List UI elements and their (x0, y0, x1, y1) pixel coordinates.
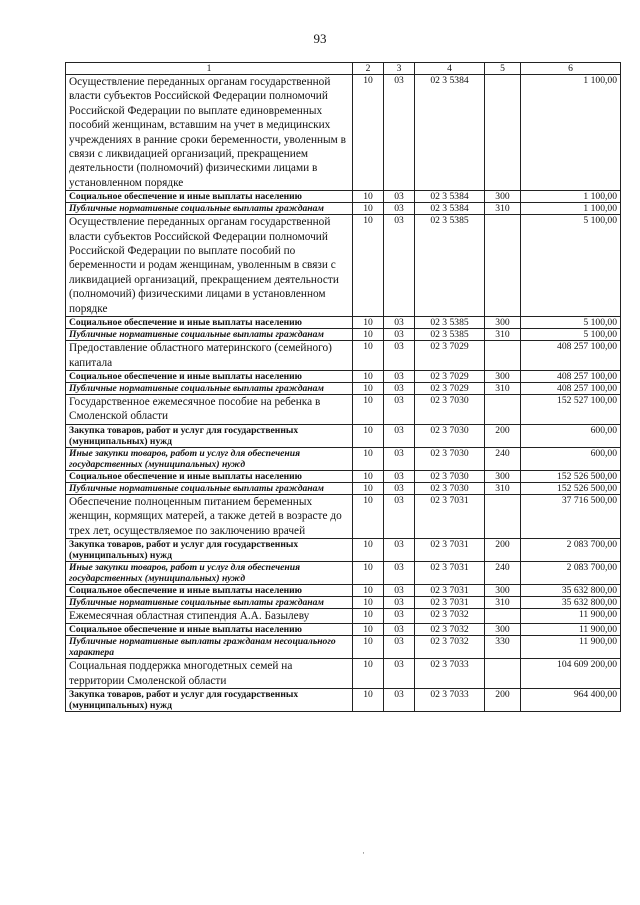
subsection-code-cell: 03 (384, 341, 415, 371)
section-code-cell: 10 (353, 370, 384, 382)
table-row (66, 215, 621, 317)
subsection-code-cell: 03 (384, 624, 415, 636)
subsection-code-cell: 03 (384, 689, 415, 712)
budget-table (65, 62, 621, 712)
target-article-cell: 02 3 7032 (415, 636, 485, 659)
row-name-cell: Иные закупки товаров, работ и услуг для обеспечения государственных (муниципальных) нужд (66, 561, 353, 584)
expense-type-cell (485, 494, 521, 538)
target-article-cell: 02 3 5385 (415, 329, 485, 341)
row-name-cell: Публичные нормативные социальные выплаты гражданам (66, 203, 353, 215)
target-article-cell: 02 3 7029 (415, 382, 485, 394)
table-row (66, 470, 621, 482)
section-code-cell: 10 (353, 394, 384, 424)
amount-cell: 11 900,00 (521, 608, 621, 623)
amount-cell: 152 526 500,00 (521, 470, 621, 482)
expense-type-cell: 310 (485, 596, 521, 608)
amount-cell: 600,00 (521, 447, 621, 470)
amount-cell: 104 609 200,00 (521, 659, 621, 689)
target-article-cell: 02 3 5384 (415, 191, 485, 203)
subsection-code-cell: 03 (384, 636, 415, 659)
table-row (66, 494, 621, 538)
subsection-code-cell: 03 (384, 317, 415, 329)
table-row (66, 317, 621, 329)
target-article-cell: 02 3 7032 (415, 624, 485, 636)
amount-cell: 2 083 700,00 (521, 538, 621, 561)
target-article-cell: 02 3 7033 (415, 659, 485, 689)
column-header: 6 (521, 63, 621, 75)
subsection-code-cell: 03 (384, 370, 415, 382)
expense-type-cell (485, 75, 521, 191)
amount-cell: 2 083 700,00 (521, 561, 621, 584)
subsection-code-cell: 03 (384, 561, 415, 584)
target-article-cell: 02 3 7030 (415, 482, 485, 494)
table-row (66, 75, 621, 191)
section-code-cell: 10 (353, 317, 384, 329)
table-row (66, 636, 621, 659)
expense-type-cell: 330 (485, 636, 521, 659)
amount-cell: 1 100,00 (521, 203, 621, 215)
amount-cell: 408 257 100,00 (521, 382, 621, 394)
row-name-cell: Предоставление областного материнского (семейного) капитала (66, 341, 353, 371)
table-row (66, 370, 621, 382)
amount-cell: 408 257 100,00 (521, 341, 621, 371)
target-article-cell: 02 3 7030 (415, 447, 485, 470)
column-header: 5 (485, 63, 521, 75)
target-article-cell: 02 3 5384 (415, 75, 485, 191)
amount-cell: 152 526 500,00 (521, 482, 621, 494)
section-code-cell: 10 (353, 608, 384, 623)
amount-cell: 11 900,00 (521, 624, 621, 636)
subsection-code-cell: 03 (384, 191, 415, 203)
row-name-cell: Осуществление переданных органам государственной власти субъектов Российской Федерации полномочий Российской Федерации по выплате единовременных пособий женщинам, вставшим на учет в медицинских учреждениях в ранние сроки беременности, уволенным в связи с ликвидацией организаций, прекращением деятельности (полномочий) физическими лицами в установленном порядке (66, 75, 353, 191)
table-row (66, 329, 621, 341)
section-code-cell: 10 (353, 203, 384, 215)
target-article-cell: 02 3 7031 (415, 584, 485, 596)
subsection-code-cell: 03 (384, 424, 415, 447)
subsection-code-cell: 03 (384, 608, 415, 623)
table-row (66, 382, 621, 394)
section-code-cell: 10 (353, 470, 384, 482)
expense-type-cell: 200 (485, 538, 521, 561)
row-name-cell: Закупка товаров, работ и услуг для государственных (муниципальных) нужд (66, 538, 353, 561)
table-row (66, 659, 621, 689)
expense-type-cell: 300 (485, 317, 521, 329)
amount-cell: 408 257 100,00 (521, 370, 621, 382)
table-row (66, 447, 621, 470)
target-article-cell: 02 3 7032 (415, 608, 485, 623)
expense-type-cell (485, 394, 521, 424)
row-name-cell: Обеспечение полноценным питанием беременных женщин, кормящих матерей, а также детей в возрасте до трех лет, осуществляемое по заключению врачей (66, 494, 353, 538)
target-article-cell: 02 3 7029 (415, 341, 485, 371)
subsection-code-cell: 03 (384, 382, 415, 394)
row-name-cell: Публичные нормативные социальные выплаты гражданам (66, 382, 353, 394)
section-code-cell: 10 (353, 596, 384, 608)
table-row (66, 191, 621, 203)
target-article-cell: 02 3 7033 (415, 689, 485, 712)
section-code-cell: 10 (353, 329, 384, 341)
target-article-cell: 02 3 7030 (415, 424, 485, 447)
target-article-cell: 02 3 5385 (415, 317, 485, 329)
target-article-cell: 02 3 5384 (415, 203, 485, 215)
expense-type-cell: 240 (485, 447, 521, 470)
expense-type-cell: 310 (485, 329, 521, 341)
section-code-cell: 10 (353, 494, 384, 538)
scan-mark: · (362, 848, 365, 858)
subsection-code-cell: 03 (384, 203, 415, 215)
row-name-cell: Публичные нормативные социальные выплаты гражданам (66, 482, 353, 494)
table-row (66, 341, 621, 371)
table-row (66, 689, 621, 712)
expense-type-cell (485, 608, 521, 623)
expense-type-cell: 200 (485, 424, 521, 447)
row-name-cell: Социальное обеспечение и иные выплаты населению (66, 624, 353, 636)
section-code-cell: 10 (353, 636, 384, 659)
section-code-cell: 10 (353, 561, 384, 584)
subsection-code-cell: 03 (384, 470, 415, 482)
subsection-code-cell: 03 (384, 75, 415, 191)
expense-type-cell (485, 659, 521, 689)
target-article-cell: 02 3 7029 (415, 370, 485, 382)
column-header: 2 (353, 63, 384, 75)
section-code-cell: 10 (353, 538, 384, 561)
table-row (66, 608, 621, 623)
subsection-code-cell: 03 (384, 447, 415, 470)
row-name-cell: Публичные нормативные социальные выплаты гражданам (66, 596, 353, 608)
table-row (66, 424, 621, 447)
subsection-code-cell: 03 (384, 659, 415, 689)
expense-type-cell: 240 (485, 561, 521, 584)
row-name-cell: Закупка товаров, работ и услуг для государственных (муниципальных) нужд (66, 424, 353, 447)
amount-cell: 1 100,00 (521, 191, 621, 203)
table-row (66, 624, 621, 636)
subsection-code-cell: 03 (384, 596, 415, 608)
subsection-code-cell: 03 (384, 329, 415, 341)
amount-cell: 37 716 500,00 (521, 494, 621, 538)
target-article-cell: 02 3 7031 (415, 596, 485, 608)
section-code-cell: 10 (353, 624, 384, 636)
section-code-cell: 10 (353, 424, 384, 447)
row-name-cell: Ежемесячная областная стипендия А.А. Базылеву (66, 608, 353, 623)
section-code-cell: 10 (353, 382, 384, 394)
row-name-cell: Социальное обеспечение и иные выплаты населению (66, 317, 353, 329)
amount-cell: 1 100,00 (521, 75, 621, 191)
target-article-cell: 02 3 7031 (415, 538, 485, 561)
amount-cell: 5 100,00 (521, 215, 621, 317)
expense-type-cell (485, 215, 521, 317)
subsection-code-cell: 03 (384, 394, 415, 424)
expense-type-cell: 300 (485, 624, 521, 636)
row-name-cell: Социальное обеспечение и иные выплаты населению (66, 584, 353, 596)
row-name-cell: Публичные нормативные выплаты гражданам несоциального характера (66, 636, 353, 659)
expense-type-cell: 200 (485, 689, 521, 712)
expense-type-cell: 300 (485, 584, 521, 596)
column-number-row (66, 63, 621, 75)
section-code-cell: 10 (353, 659, 384, 689)
amount-cell: 152 527 100,00 (521, 394, 621, 424)
table-row (66, 561, 621, 584)
expense-type-cell: 310 (485, 482, 521, 494)
amount-cell: 5 100,00 (521, 317, 621, 329)
expense-type-cell: 300 (485, 470, 521, 482)
target-article-cell: 02 3 7030 (415, 470, 485, 482)
table-row (66, 538, 621, 561)
row-name-cell: Закупка товаров, работ и услуг для государственных (муниципальных) нужд (66, 689, 353, 712)
subsection-code-cell: 03 (384, 482, 415, 494)
subsection-code-cell: 03 (384, 538, 415, 561)
table-row (66, 203, 621, 215)
expense-type-cell: 310 (485, 382, 521, 394)
subsection-code-cell: 03 (384, 494, 415, 538)
amount-cell: 35 632 800,00 (521, 584, 621, 596)
table-row (66, 584, 621, 596)
column-header: 3 (384, 63, 415, 75)
expense-type-cell: 300 (485, 370, 521, 382)
amount-cell: 11 900,00 (521, 636, 621, 659)
section-code-cell: 10 (353, 584, 384, 596)
section-code-cell: 10 (353, 447, 384, 470)
table-row (66, 596, 621, 608)
page-number: 93 (313, 31, 327, 46)
amount-cell: 964 400,00 (521, 689, 621, 712)
row-name-cell: Государственное ежемесячное пособие на ребенка в Смоленской области (66, 394, 353, 424)
expense-type-cell: 300 (485, 191, 521, 203)
section-code-cell: 10 (353, 215, 384, 317)
row-name-cell: Социальная поддержка многодетных семей на территории Смоленской области (66, 659, 353, 689)
row-name-cell: Социальное обеспечение и иные выплаты населению (66, 370, 353, 382)
section-code-cell: 10 (353, 75, 384, 191)
row-name-cell: Социальное обеспечение и иные выплаты населению (66, 470, 353, 482)
subsection-code-cell: 03 (384, 584, 415, 596)
target-article-cell: 02 3 7031 (415, 561, 485, 584)
expense-type-cell (485, 341, 521, 371)
target-article-cell: 02 3 5385 (415, 215, 485, 317)
amount-cell: 5 100,00 (521, 329, 621, 341)
row-name-cell: Публичные нормативные социальные выплаты гражданам (66, 329, 353, 341)
section-code-cell: 10 (353, 689, 384, 712)
expense-type-cell: 310 (485, 203, 521, 215)
target-article-cell: 02 3 7030 (415, 394, 485, 424)
table-row (66, 482, 621, 494)
column-header: 4 (415, 63, 485, 75)
table-row (66, 394, 621, 424)
section-code-cell: 10 (353, 191, 384, 203)
table-body (66, 75, 621, 712)
section-code-cell: 10 (353, 482, 384, 494)
subsection-code-cell: 03 (384, 215, 415, 317)
section-code-cell: 10 (353, 341, 384, 371)
row-name-cell: Социальное обеспечение и иные выплаты населению (66, 191, 353, 203)
column-header: 1 (66, 63, 353, 75)
amount-cell: 600,00 (521, 424, 621, 447)
row-name-cell: Осуществление переданных органам государственной власти субъектов Российской Федерации полномочий Российской Федерации по выплате пособий по беременности и родам женщинам, уволенным в связи с ликвидацией организаций, прекращением деятельности (полномочий) физическими лицами в установленном порядке (66, 215, 353, 317)
amount-cell: 35 632 800,00 (521, 596, 621, 608)
target-article-cell: 02 3 7031 (415, 494, 485, 538)
row-name-cell: Иные закупки товаров, работ и услуг для обеспечения государственных (муниципальных) нужд (66, 447, 353, 470)
